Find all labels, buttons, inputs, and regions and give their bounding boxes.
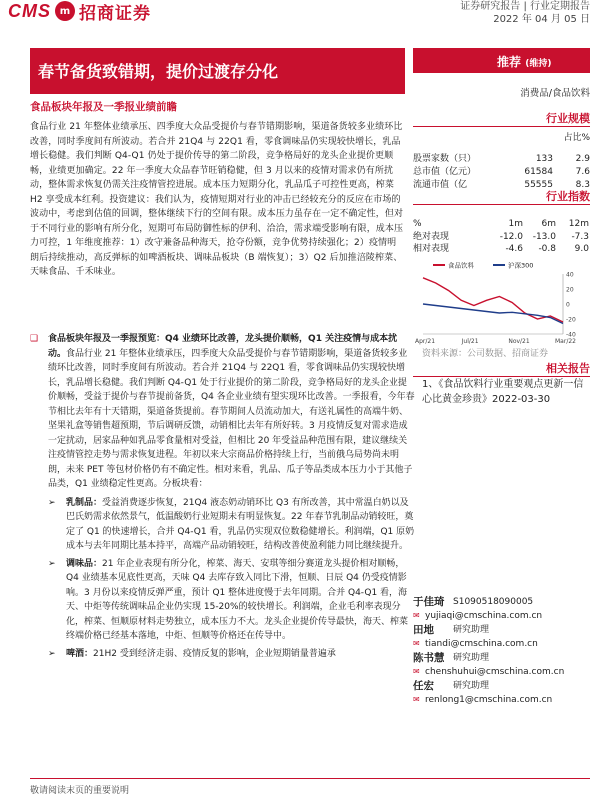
y-tick-label: -40 (566, 331, 576, 339)
analyst-cert: 研究助理 (453, 625, 490, 635)
divider (413, 126, 590, 127)
divider (413, 376, 590, 377)
analyst-email[interactable]: chenshuhui@cmschina.com.cn (425, 667, 565, 677)
report-title: 春节备货致错期，提价过渡存分化 (38, 62, 279, 81)
logo-en: CMS (8, 0, 51, 21)
table-row: 相对表现 -4.6 -0.8 9.0 (413, 244, 589, 254)
list-item: ➢ 乳制品：受益消费逐步恢复，21Q4 液态奶动销环比 Q3 有所改善，其中常温白奶以及巴氏奶需求依然景气，低温酸奶行业短期未有明显恢复。22 年春节乳制品动销较旺，奠定了 Q1 的快速增长，合并 Q4-Q1 看，乳品仍实现双位数稳健增长。利润端，Q1 原奶成本与去年同期比基本持平，高端产品动销较旺，结构改善使盈利能力同比继续提升。 (48, 496, 415, 554)
sector-label: 消费品/食品饮料 (520, 88, 590, 99)
index-table (413, 218, 590, 256)
analyst-name: 田地 (413, 624, 434, 636)
company-logo (8, 0, 151, 22)
x-tick-label: Mar/22 (555, 338, 576, 345)
list-item: ➢ 调味品：21 年企业表现有所分化，榨菜、海天、安琪等细分赛道龙头提价相对顺畅，Q4 业绩基本见底性更高，天味 Q4 去库存致入同比下滑，恒顺、日辰 Q4 仍受疫情影响。3 月份以来疫情反弹严重，预计 Q1 整体进度慢于去年同期。合并 Q4-Q1 看，海天、中炬等传统调味品企业仍实现 15-20%的较快增长。利润端，企业毛利率表现分化，榨菜、恒顺原材料走势独立，成本压力不大。龙头企业提价传导最快，海天、榨菜终端价格已经基本落地，中炬、恒顺等价格还在传导中。 (48, 557, 415, 644)
analyst-cert: 研究助理 (453, 653, 490, 663)
report-type: 证券研究报告 | 行业定期报告 (460, 1, 590, 12)
report-meta (460, 0, 590, 26)
legend-label: 沪深300 (508, 261, 534, 270)
list-item: ➢ 啤酒：21H2 受到经济走弱、疫情反复的影响，企业短期销量普遍承 (48, 647, 415, 662)
chart-source: 资料来源：公司数据、招商证券 (422, 349, 549, 359)
analyst-cert: 研究助理 (453, 681, 490, 691)
table-row: 股票家数（只） 133 2.9 (413, 154, 590, 164)
report-subtitle: 食品板块年报及一季报业绩前瞻 (30, 101, 177, 113)
summary-paragraph: 食品行业 21 年整体业绩承压、四季度大众品受提价与春节错期影响，渠道备货较多业绩环比改善，同时季度间有所波动。若合并 21Q4 与 22Q1 看，零食调味品仍实现较快增长，乳品增长稳健。我们判断 Q4-Q1 仍处于提价传导的第二阶段，竞争格局好的龙头企业提价更顺畅，业绩更加确定。22 年一季度大众品春节旺销稳健，但 3 月以来的疫情对需求仍有所扰动，整体需求恢复仍需关注疫情管控进展。成本压力短期分化，乳品瓜子可控性更高，榨菜 H2 享受成本红利。投资建议：我们认为，疫情短期对行业的冲击已经较充分的反应在市场的波动中，考虑到估值的回调，整体继续下行的空间有限。成本压力虽存在一定不确定性，但对于不同行业的影响有所分化，短期可布局防御性标的伊利、洽洽，需求端受影响有限，成本压力可控，1 年维度推荐：1）改守兼备品种海天，抢夺份额，竞争优势持续强化；2）疫情明朗后持续推动，高反弹标的如啤酒板块、调味品板块（B 端恢复）；3）Q2 后加推涪陵榨菜、天味食品、千禾味业。 (30, 122, 404, 277)
report-date: 2022 年 04 月 05 日 (493, 14, 590, 25)
y-tick-label: 40 (566, 271, 574, 279)
body-content (30, 332, 415, 661)
footer-note: 敬请阅读末页的重要说明 (30, 786, 130, 796)
analyst-cert: S1090518090005 (453, 597, 534, 607)
logo-emblem-icon: m (55, 1, 75, 21)
arrow-bullet-icon: ➢ (48, 497, 56, 508)
arrow-bullet-icon: ➢ (48, 558, 56, 569)
x-tick-label: Jul/21 (461, 338, 479, 345)
scale-section-title: 行业规模 (546, 112, 590, 125)
rating-label: 推荐 (497, 55, 522, 69)
rating-badge (413, 48, 590, 73)
table-header: % 1m 6m 12m (413, 219, 589, 229)
related-section-title: 相关报告 (546, 362, 590, 375)
analyst-email[interactable]: renlong1@cmschina.com.cn (425, 695, 553, 705)
series-line (423, 304, 563, 324)
rating-qualifier: (维持) (525, 59, 552, 69)
scale-unit: 占比% (563, 133, 590, 143)
divider (413, 204, 590, 205)
y-tick-label: -20 (566, 316, 576, 324)
list-item: ❑ 食品板块年报及一季报预览：Q4 业绩环比改善，龙头提价顺畅，Q1 关注疫情与成本扰动。食品行业 21 年整体业绩承压，四季度大众品受提价与春节错期影响，渠道备货较多业绩环比改善，同时季度间有所波动。若合并 21Q4 与 22Q1 看，零食调味品仍实现较快增长，乳品增长稳健。我们判断 Q4-Q1 处于行业提价的第二阶段，竞争格局好的龙头企业提价顺畅，受益于提价与春节提前备货，Q4 各企业业绩有望实现环比改善。一季报看，今年春节相比去年有十天错期，渠道备货提前。春节期间人员流动加大，有送礼属性的高端牛奶、坚果礼盒等销售超预期，节后调研反馈，动销相比去年有所好转。3 月疫情反复对需求造成一定扰动，居家品种如乳品零食量相对受益，但相比 20 年受益品种范围有限，建议继续关注疫情管控走势与需求恢复进程。年初以来大宗商品价格持续上行，当前俄乌局势尚未明朗，未来 PET 等包材价格仍有不确定性。相对来看，乳品、瓜子等品类成本压力小于其他子品类，Q1 业绩稳定性更高。分板块看： (30, 332, 415, 492)
analyst-list (413, 595, 590, 707)
analyst-name: 于佳琦 (413, 596, 445, 608)
table-row: 流通市值（亿 55555 8.3 (413, 180, 590, 190)
email-icon: ✉ (413, 695, 420, 704)
email-icon: ✉ (413, 667, 420, 676)
analyst-name: 陈书慧 (413, 652, 445, 664)
index-line-chart (413, 260, 590, 350)
logo-cn: 招商证券 (79, 3, 151, 24)
email-icon: ✉ (413, 639, 420, 648)
email-icon: ✉ (413, 611, 420, 620)
scale-table (413, 153, 590, 192)
related-report-item[interactable]: 1、《食品饮料行业重要观点更新一信心比黄金珍贵》2022-03-30 (422, 379, 584, 405)
square-bullet-icon: ❑ (30, 334, 39, 344)
analyst-email[interactable]: tiandi@cmschina.com.cn (425, 639, 538, 649)
title-banner (30, 48, 405, 94)
y-tick-label: 20 (566, 286, 574, 294)
table-row: 总市值（亿元） 61584 7.6 (413, 167, 590, 177)
x-tick-label: Nov/21 (508, 338, 530, 345)
arrow-bullet-icon: ➢ (48, 648, 56, 659)
footer-divider (30, 778, 590, 779)
y-tick-label: 0 (566, 301, 570, 309)
table-row: 绝对表现 -12.0 -13.0 -7.3 (413, 231, 589, 242)
analyst-email[interactable]: yujiaqi@cmschina.com.cn (425, 611, 543, 621)
index-section-title: 行业指数 (546, 190, 590, 203)
x-tick-label: Apr/21 (415, 338, 436, 345)
analyst-name: 任宏 (413, 680, 434, 692)
legend-label: 食品饮料 (448, 261, 474, 270)
